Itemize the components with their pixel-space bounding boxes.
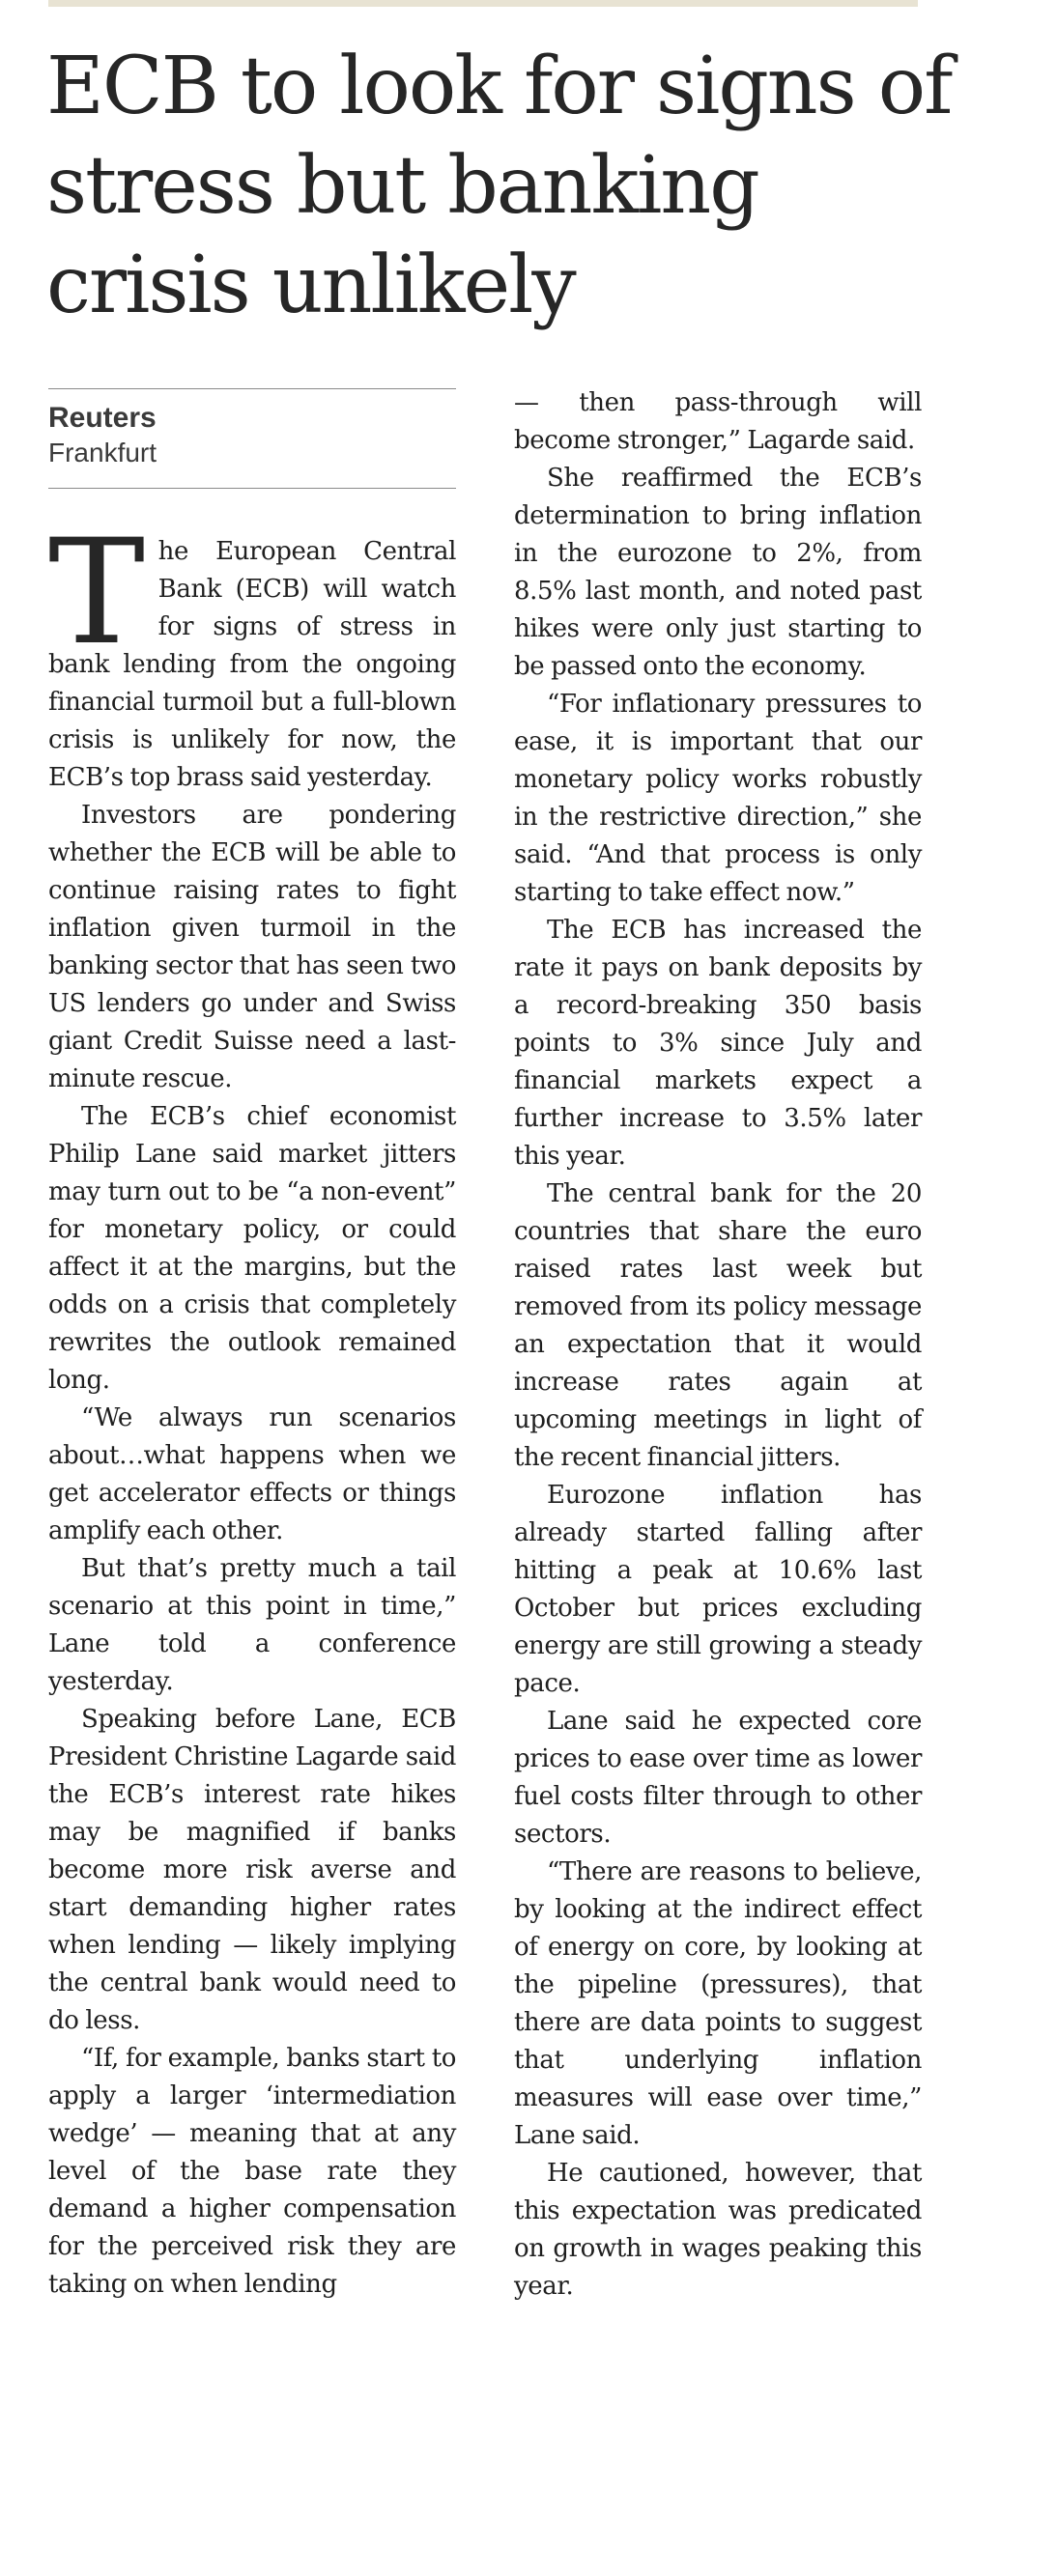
- body-paragraph: The ECB’s chief economist Philip Lane said market jitters may turn out to be “a non-event” for monetary policy, or could affect it at the margins, but the odds on a crisis that completely rewrites the outlook remained long.: [48, 1102, 456, 1395]
- body-paragraph: She reaffirmed the ECB’s determination to bring inflation in the eurozone to 2%, from 8.5% last month, and noted past hikes were only just starting to be passed onto the economy.: [514, 464, 922, 681]
- byline: [48, 388, 456, 489]
- body-paragraph: But that’s pretty much a tail scenario at this point in time,” Lane told a conference yesterday.: [48, 1554, 456, 1696]
- body-paragraph: “There are reasons to believe, by looking at the indirect effect of energy on core, by looking at the pipeline (pressures), that there are data points to suggest that underlying inflation measures will ease over time,” Lane said.: [514, 1857, 922, 2150]
- article-headline: ECB to look for signs of stress but banking crisis unlikely: [46, 41, 952, 331]
- body-paragraph: Speaking before Lane, ECB President Christine Lagarde said the ECB’s interest rate hikes may be magnified if banks become more risk averse and start demanding higher rates when lending — likely implying the central bank would need to do less.: [48, 1705, 456, 2035]
- lead-paragraph: [48, 509, 456, 797]
- article-column-right: [514, 384, 922, 2306]
- body-paragraph: He cautioned, however, that this expectation was predicated on growth in wages peaking this year.: [514, 2159, 922, 2301]
- body-paragraph: “For inflationary pressures to ease, it is important that our monetary policy works robustly in the restrictive direction,” she said. “And that process is only starting to take effect now.”: [514, 690, 922, 907]
- article-column-left: [48, 509, 456, 2304]
- continued-paragraph: — then pass-through will become stronger,” Lagarde said.: [514, 388, 922, 455]
- body-paragraph: The central bank for the 20 countries that share the euro raised rates last week but removed from its policy message an expectation that it would increase rates again at upcoming meetings in light of the recent financial jitters.: [514, 1179, 922, 1472]
- body-paragraph: Lane said he expected core prices to ease over time as lower fuel costs filter through to other sectors.: [514, 1707, 922, 1849]
- body-paragraph: “We always run scenarios about…what happens when we get accelerator effects or things amplify each other.: [48, 1403, 456, 1545]
- byline-agency: Reuters: [48, 402, 157, 434]
- lead-text: he European Central Bank (ECB) will watch for signs of stress in bank lending from the ongoing financial turmoil but a full-blown crisis is unlikely for now, the ECB’s top brass said yesterday.: [48, 537, 456, 792]
- body-paragraph: The ECB has increased the rate it pays on bank deposits by a record-breaking 350 basis points to 3% since July and financial markets expect a further increase to 3.5% later this year.: [514, 916, 922, 1171]
- body-paragraph: “If, for example, banks start to apply a larger ‘intermediation wedge’ — meaning that at any level of the base rate they demand a higher compensation for the perceived risk they are taking on when lending: [48, 2044, 456, 2299]
- drop-cap: T: [48, 509, 145, 677]
- byline-location: Frankfurt: [48, 438, 157, 467]
- body-paragraph: Investors are pondering whether the ECB will be able to continue raising rates to fight inflation given turmoil in the banking sector that has seen two US lenders go under and Swiss giant Credit Suisse need a last-minute rescue.: [48, 801, 456, 1093]
- body-paragraph: Eurozone inflation has already started falling after hitting a peak at 10.6% last October but prices excluding energy are still growing a steady pace.: [514, 1481, 922, 1698]
- top-rule: [48, 0, 918, 7]
